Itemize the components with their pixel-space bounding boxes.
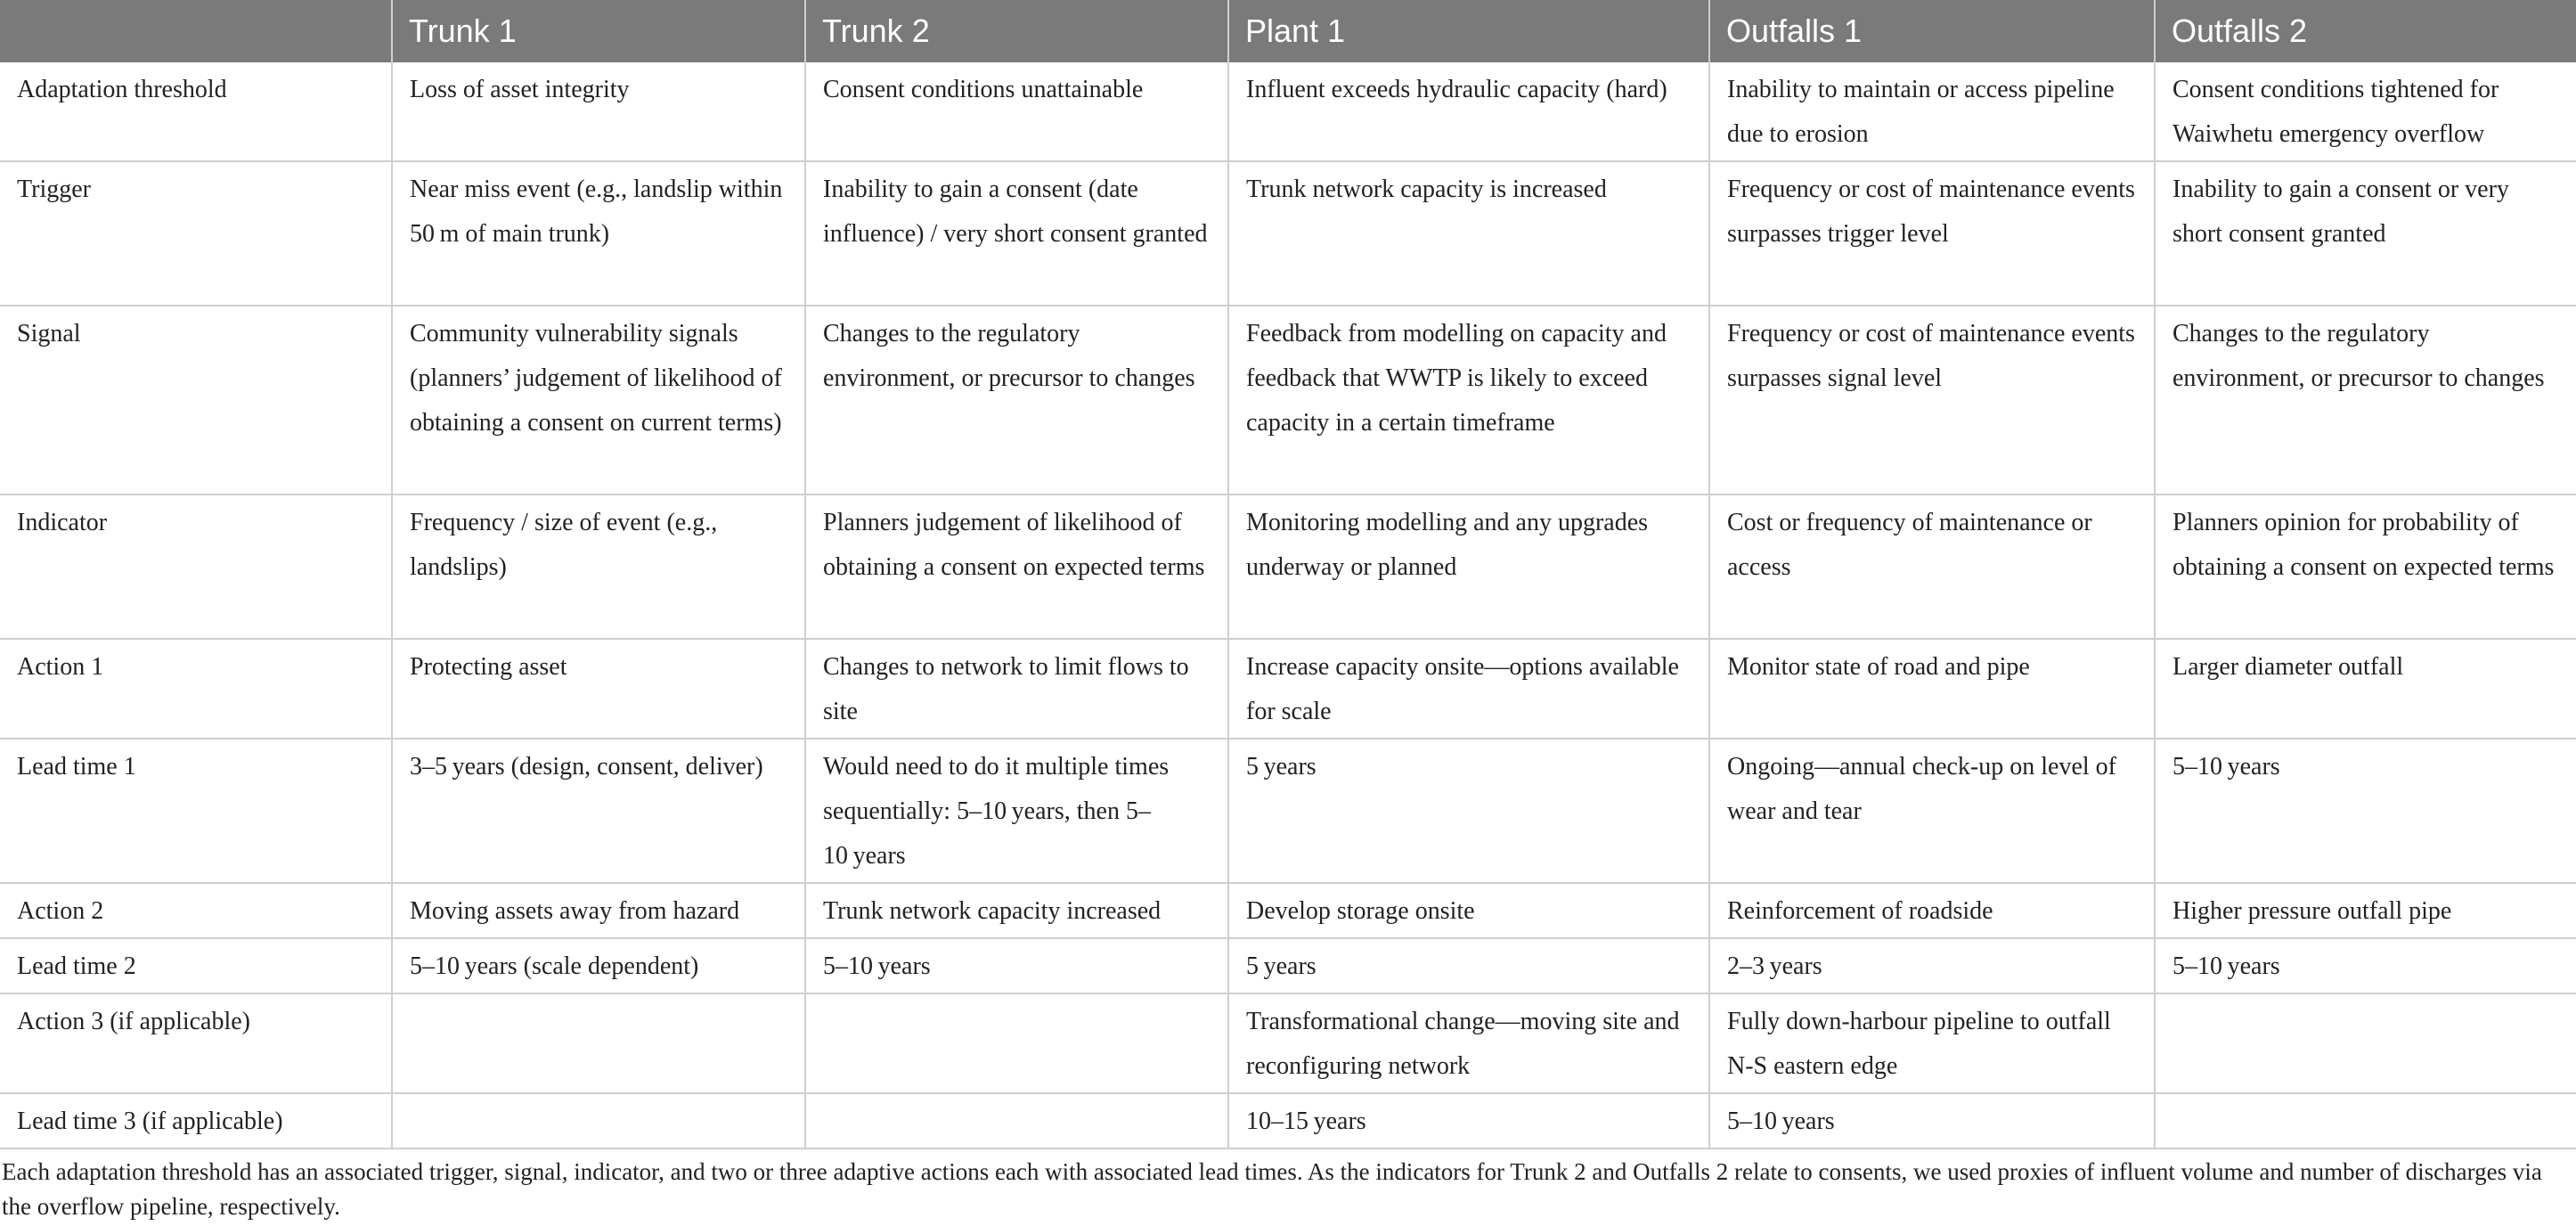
- table-cell: [805, 993, 1228, 1093]
- table-cell: Protecting asset: [392, 639, 805, 739]
- table-cell: [392, 993, 805, 1093]
- table-body: [0, 62, 2576, 1148]
- table-cell: 5–10 years: [1709, 1093, 2155, 1148]
- table-cell: Changes to network to limit flows to site: [805, 639, 1228, 739]
- table-cell: Inability to gain a consent (date influence) / very short consent granted: [805, 161, 1228, 306]
- table-row: [0, 62, 2576, 161]
- table-cell: Changes to the regulatory environment, or precursor to changes: [805, 306, 1228, 494]
- table-row: [0, 1093, 2576, 1148]
- table-cell: Trunk network capacity is increased: [1228, 161, 1709, 306]
- table-header: [0, 0, 2576, 62]
- header-cell-trunk-2: Trunk 2: [805, 0, 1228, 62]
- table-cell: Monitor state of road and pipe: [1709, 639, 2155, 739]
- table-row: [0, 739, 2576, 883]
- table-cell: 5 years: [1228, 938, 1709, 993]
- header-cell-row-label: [0, 0, 392, 62]
- table-cell: Feedback from modelling on capacity and feedback that WWTP is likely to exceed capacity in a certain timeframe: [1228, 306, 1709, 494]
- table-row: [0, 161, 2576, 306]
- row-label: Action 2: [0, 883, 392, 938]
- row-label: Signal: [0, 306, 392, 494]
- table-cell: Develop storage onsite: [1228, 883, 1709, 938]
- table-footnote: Each adaptation threshold has an associated trigger, signal, indicator, and two or three adaptive actions each with associated lead times. As the indicators for Trunk 2 and Outfalls 2 relate to consents, we used proxies of influent volume and number of discharges via the overflow pipeline, respectively.: [2, 1158, 2542, 1220]
- table-cell: Frequency / size of event (e.g., landslips): [392, 494, 805, 639]
- table-cell: Changes to the regulatory environment, or precursor to changes: [2155, 306, 2576, 494]
- table-cell: Trunk network capacity increased: [805, 883, 1228, 938]
- table-row: [0, 993, 2576, 1093]
- table-row: [0, 494, 2576, 639]
- table-cell: Moving assets away from hazard: [392, 883, 805, 938]
- header-cell-outfalls-1: Outfalls 1: [1709, 0, 2155, 62]
- table-cell: 5–10 years: [2155, 739, 2576, 883]
- table-cell: Influent exceeds hydraulic capacity (hard): [1228, 62, 1709, 161]
- table-cell: Ongoing—annual check-up on level of wear and tear: [1709, 739, 2155, 883]
- row-label: Trigger: [0, 161, 392, 306]
- header-cell-plant-1: Plant 1: [1228, 0, 1709, 62]
- table-cell: Consent conditions unattainable: [805, 62, 1228, 161]
- header-cell-trunk-1: Trunk 1: [392, 0, 805, 62]
- table-row: [0, 883, 2576, 938]
- row-label: Indicator: [0, 494, 392, 639]
- table-row: [0, 938, 2576, 993]
- table-cell: Inability to maintain or access pipeline due to erosion: [1709, 62, 2155, 161]
- row-label: Adaptation threshold: [0, 62, 392, 161]
- table-cell: 2–3 years: [1709, 938, 2155, 993]
- table-cell: Community vulnerability signals (planners’ judgement of likelihood of obtaining a consent on current terms): [392, 306, 805, 494]
- table-cell: Loss of asset integrity: [392, 62, 805, 161]
- table-cell: Reinforcement of roadside: [1709, 883, 2155, 938]
- table-cell: Planners judgement of likelihood of obtaining a consent on expected terms: [805, 494, 1228, 639]
- table-cell: Larger diameter outfall: [2155, 639, 2576, 739]
- table-cell: Transformational change—moving site and reconfiguring network: [1228, 993, 1709, 1093]
- row-label: Lead time 1: [0, 739, 392, 883]
- table-cell: 5–10 years: [805, 938, 1228, 993]
- header-row: [0, 0, 2576, 62]
- table-cell: Frequency or cost of maintenance events surpasses trigger level: [1709, 161, 2155, 306]
- table-cell: Monitoring modelling and any upgrades underway or planned: [1228, 494, 1709, 639]
- table-row: [0, 306, 2576, 494]
- row-label: Action 1: [0, 639, 392, 739]
- table-cell: Planners opinion for probability of obtaining a consent on expected terms: [2155, 494, 2576, 639]
- table-cell: [2155, 1093, 2576, 1148]
- table-cell: Cost or frequency of maintenance or access: [1709, 494, 2155, 639]
- table-cell: [2155, 993, 2576, 1093]
- row-label: Lead time 2: [0, 938, 392, 993]
- table-cell: Inability to gain a consent or very short consent granted: [2155, 161, 2576, 306]
- table-cell: [392, 1093, 805, 1148]
- table-cell: Consent conditions tightened for Waiwhetu emergency overflow: [2155, 62, 2576, 161]
- table-cell: Frequency or cost of maintenance events surpasses signal level: [1709, 306, 2155, 494]
- table-cell: Increase capacity onsite—options available for scale: [1228, 639, 1709, 739]
- header-cell-outfalls-2: Outfalls 2: [2155, 0, 2576, 62]
- table-row: [0, 639, 2576, 739]
- table-cell: Would need to do it multiple times sequentially: 5–10 years, then 5–10 years: [805, 739, 1228, 883]
- table-cell: 5–10 years: [2155, 938, 2576, 993]
- table-cell: 5 years: [1228, 739, 1709, 883]
- table-cell: 3–5 years (design, consent, deliver): [392, 739, 805, 883]
- table-cell: Near miss event (e.g., landslip within 50 m of main trunk): [392, 161, 805, 306]
- table-cell: 5–10 years (scale dependent): [392, 938, 805, 993]
- table-cell: Fully down-harbour pipeline to outfall N-S eastern edge: [1709, 993, 2155, 1093]
- row-label: Lead time 3 (if applicable): [0, 1093, 392, 1148]
- table-cell: [805, 1093, 1228, 1148]
- table-cell: 10–15 years: [1228, 1093, 1709, 1148]
- row-label: Action 3 (if applicable): [0, 993, 392, 1093]
- table-cell: Higher pressure outfall pipe: [2155, 883, 2576, 938]
